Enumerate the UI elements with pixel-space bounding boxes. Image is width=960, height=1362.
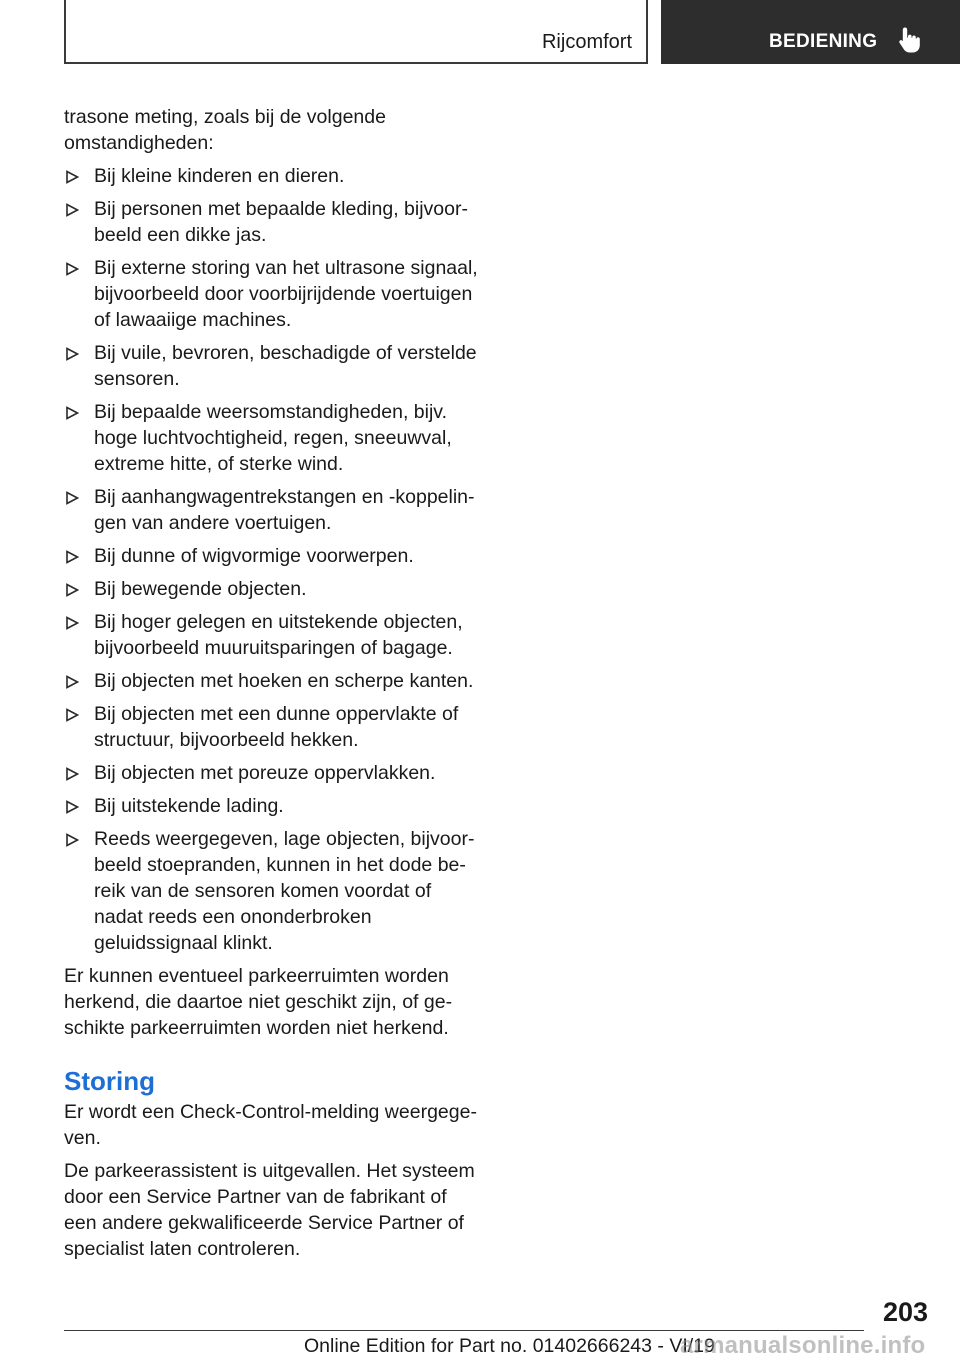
storing-paragraph-1: Er wordt een Check-Control-melding weergegeven. <box>64 1101 477 1149</box>
list-item-text: Bij bepaalde weersomstandigheden, bijv. hoge luchtvochtigheid, regen, sneeuwval, extreme hitte, of sterke wind. <box>94 401 452 475</box>
list-item-text: Bij dunne of wigvormige voorwerpen. <box>94 545 414 567</box>
list-item <box>64 826 478 956</box>
list-item <box>64 576 478 602</box>
list-item <box>64 196 478 248</box>
list-item-text: Bij personen met bepaalde kleding, bijvoorbeeld een dikke jas. <box>94 198 468 246</box>
triangle-bullet-icon <box>65 170 79 184</box>
list-item <box>64 543 478 569</box>
triangle-bullet-icon <box>65 203 79 217</box>
triangle-bullet-icon <box>65 616 79 630</box>
header-chapter-tab <box>661 0 960 64</box>
conditions-list <box>64 163 478 956</box>
list-item-text: Bij objecten met een dunne oppervlakte of structuur, bijvoorbeeld hekken. <box>94 703 459 751</box>
content-column <box>64 104 478 1269</box>
triangle-bullet-icon <box>65 833 79 847</box>
watermark-logo: armanualsonline.info <box>680 1332 926 1359</box>
triangle-bullet-icon <box>65 347 79 361</box>
list-item <box>64 609 478 661</box>
list-item-text: Bij hoger gelegen en uitstekende objecten, bijvoorbeeld muuruitsparingen of bagage. <box>94 611 463 659</box>
list-item <box>64 255 478 333</box>
list-item <box>64 668 478 694</box>
closing-paragraph: Er kunnen eventueel parkeerruimten worden herkend, die daartoe niet geschikt zijn, of geschikte parkeerruimten worden niet herkend. <box>64 965 453 1039</box>
triangle-bullet-icon <box>65 583 79 597</box>
triangle-bullet-icon <box>65 406 79 420</box>
list-item-text: Bij uitstekende lading. <box>94 795 284 817</box>
header-section-title: Rijcomfort <box>541 31 632 53</box>
list-item <box>64 760 478 786</box>
list-item <box>64 484 478 536</box>
triangle-bullet-icon <box>65 550 79 564</box>
storing-paragraph-2: De parkeerassistent is uitgevallen. Het systeem door een Service Partner van de fabrikant of een andere gekwalificeerde Service Partner of specialist laten controleren. <box>64 1160 475 1260</box>
list-item <box>64 399 478 477</box>
header-section-box <box>64 0 648 64</box>
list-item-text: Bij externe storing van het ultrasone signaal, bijvoorbeeld door voorbijrijdende voertuigen of lawaaiige machines. <box>94 257 478 331</box>
triangle-bullet-icon <box>65 800 79 814</box>
list-item <box>64 701 478 753</box>
triangle-bullet-icon <box>65 767 79 781</box>
list-item-text: Reeds weergegeven, lage objecten, bijvoorbeeld stoepranden, kunnen in het dode bereik van de sensoren komen voordat of nadat reeds een ononderbroken geluidssignaal klinkt. <box>94 828 475 954</box>
header-chapter-title: BEDIENING <box>769 31 878 52</box>
list-item-text: Bij bewegende objecten. <box>94 578 307 600</box>
pointing-hand-icon <box>897 26 923 54</box>
page-number: 203 <box>882 1297 928 1327</box>
list-item-text: Bij vuile, bevroren, beschadigde of verstelde sensoren. <box>94 342 477 390</box>
list-item-text: Bij objecten met poreuze oppervlakken. <box>94 762 436 784</box>
list-item-text: Bij objecten met hoeken en scherpe kanten. <box>94 670 474 692</box>
triangle-bullet-icon <box>65 675 79 689</box>
intro-paragraph: trasone meting, zoals bij de volgende omstandigheden: <box>64 106 386 154</box>
triangle-bullet-icon <box>65 262 79 276</box>
list-item <box>64 163 478 189</box>
list-item <box>64 793 478 819</box>
section-heading-storing: Storing <box>64 1066 155 1096</box>
triangle-bullet-icon <box>65 491 79 505</box>
triangle-bullet-icon <box>65 708 79 722</box>
list-item <box>64 340 478 392</box>
list-item-text: Bij aanhangwagentrekstangen en -koppelingen van andere voertuigen. <box>94 486 475 534</box>
list-item-text: Bij kleine kinderen en dieren. <box>94 165 345 187</box>
footer-edition-text: Online Edition for Part no. 01402666243 - VI/19 <box>304 1335 715 1357</box>
